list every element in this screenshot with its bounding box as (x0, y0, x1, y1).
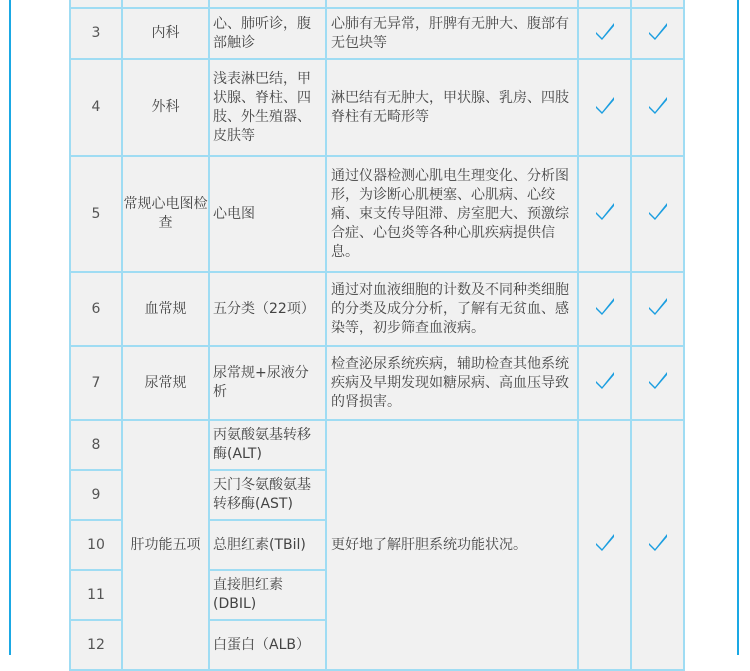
exam-item: 总胆红素(TBil) (209, 520, 326, 570)
table-row (70, 156, 684, 272)
exam-name: 外科 (122, 59, 209, 156)
exam-name: 血常规 (122, 272, 209, 346)
table-row (70, 420, 684, 470)
exam-table (69, 0, 685, 671)
exam-description: 检查泌尿系统疾病，辅助检查其他系统疾病及早期发现如糖尿病、高血压导致的肾损害。 (326, 346, 578, 420)
exam-item: 浅表淋巴结，甲状腺、脊柱、四肢、外生殖器、皮肤等 (209, 59, 326, 156)
row-number: 8 (70, 420, 122, 470)
table-row (70, 59, 684, 156)
row-number: 4 (70, 59, 122, 156)
check-icon (594, 295, 616, 317)
check-icon (594, 531, 616, 553)
check-icon (594, 20, 616, 42)
check-icon (647, 531, 669, 553)
exam-name: 常规心电图检查 (122, 156, 209, 272)
check-icon (647, 20, 669, 42)
exam-item: 天门冬氨酸氨基转移酶(AST) (209, 470, 326, 520)
exam-item: 白蛋白（ALB） (209, 620, 326, 670)
check-icon (594, 200, 616, 222)
exam-description: 淋巴结有无肿大，甲状腺、乳房、四肢脊柱有无畸形等 (326, 59, 578, 156)
check-icon (647, 369, 669, 391)
exam-item: 心、肺听诊，腹部触诊 (209, 8, 326, 59)
exam-name: 内科 (122, 8, 209, 59)
row-number: 10 (70, 520, 122, 570)
exam-item: 心电图 (209, 156, 326, 272)
exam-description: 心肺有无异常，肝脾有无肿大、腹部有无包块等 (326, 8, 578, 59)
exam-item: 直接胆红素(DBIL) (209, 570, 326, 620)
exam-name: 尿常规 (122, 346, 209, 420)
exam-name: 肝功能五项 (122, 420, 209, 670)
table-row (70, 272, 684, 346)
table-row (70, 346, 684, 420)
check-icon (647, 200, 669, 222)
check-icon (594, 94, 616, 116)
row-number: 6 (70, 272, 122, 346)
check-icon (647, 94, 669, 116)
exam-item: 五分类（22项） (209, 272, 326, 346)
row-number: 7 (70, 346, 122, 420)
table-row (70, 8, 684, 59)
row-number: 11 (70, 570, 122, 620)
exam-item: 丙氨酸氨基转移酶(ALT) (209, 420, 326, 470)
row-number: 9 (70, 470, 122, 520)
check-icon (647, 295, 669, 317)
table-row-cut (70, 0, 684, 8)
row-number: 3 (70, 8, 122, 59)
row-number: 12 (70, 620, 122, 670)
exam-description: 更好地了解肝胆系统功能状况。 (326, 420, 578, 670)
exam-item: 尿常规+尿液分析 (209, 346, 326, 420)
exam-description: 通过对血液细胞的计数及不同种类细胞的分类及成分分析，了解有无贫血、感染等，初步筛查血液病。 (326, 272, 578, 346)
row-number: 5 (70, 156, 122, 272)
check-icon (594, 369, 616, 391)
exam-description: 通过仪器检测心肌电生理变化、分析图形，为诊断心肌梗塞、心肌病、心绞痛、束支传导阻滞、房室肥大、预激综合症、心包炎等各种心肌疾病提供信息。 (326, 156, 578, 272)
